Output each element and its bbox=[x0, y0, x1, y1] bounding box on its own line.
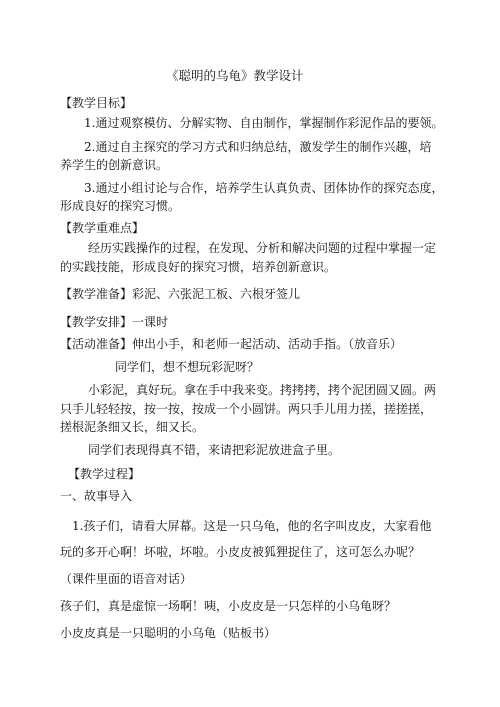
objective-3-line-1: 3.通过小组讨论与合作，培养学生认真负责、团体协作的探究态度， bbox=[84, 181, 444, 195]
activity-rhyme-line-2: 只手儿轻轻按，按一按，按成一个小圆饼。两只手儿用力搓，搓搓搓， bbox=[60, 402, 433, 416]
story-line-3: 孩子们，真是虚惊一场啊！咦，小皮皮是一只怎样的小乌龟呀？ bbox=[60, 599, 397, 613]
key-points-line-2: 的实践技能，形成良好的探究习惯，培养创新意识。 bbox=[60, 260, 337, 274]
objective-3-line-2: 形成良好的探究习惯。 bbox=[60, 199, 181, 213]
activity-question: 同学们，想不想玩彩泥呀？ bbox=[115, 360, 260, 374]
process-heading: 【教学过程】 bbox=[68, 467, 141, 481]
objective-2-line-1: 2.通过自主探究的学习方式和归纳总结，激发学生的制作兴趣，培 bbox=[84, 140, 432, 154]
activity-rhyme-line-1: 小彩泥，真好玩。拿在手中我来变。拷拷拷，拷个泥团圆又圆。两 bbox=[88, 383, 437, 397]
key-points-heading: 【教学重难点】 bbox=[60, 221, 145, 235]
arrangement-line: 【教学安排】一课时 bbox=[60, 315, 169, 329]
preparation-line: 【教学准备】彩泥、六张泥工板、六根牙签儿 bbox=[60, 287, 301, 301]
objectives-heading: 【教学目标】 bbox=[60, 96, 133, 110]
courseware-note: （课件里面的语音对话） bbox=[60, 572, 193, 586]
doc-title: 《聪明的乌龟》教学设计 bbox=[166, 68, 304, 83]
objective-1: 1.通过观察模仿、分解实物、自由制作，掌握制作彩泥作品的要领。 bbox=[84, 116, 444, 130]
story-line-1: 1.孩子们，请看大屏幕。这是一只乌龟，他的名字叫皮皮，大家看他 bbox=[72, 519, 432, 533]
process-part-1: 一、故事导入 bbox=[60, 489, 133, 503]
activity-closing: 同学们表现得真不错，来请把彩泥放进盒子里。 bbox=[88, 443, 341, 457]
story-line-2: 玩的多开心啊！坏啦，坏啦。小皮皮被狐狸捉住了，这可怎么办呢？ bbox=[60, 545, 421, 559]
story-line-4: 小皮皮真是一只聪明的小乌龟（贴板书） bbox=[60, 626, 277, 640]
objective-2-line-2: 养学生的创新意识。 bbox=[60, 158, 169, 172]
activity-prep-line: 【活动准备】伸出小手，和老师一起活动、活动手指。（放音乐） bbox=[60, 337, 403, 351]
activity-rhyme-line-3: 搓根泥条细又长，细又长。 bbox=[60, 420, 205, 434]
key-points-line-1: 经历实践操作的过程，在发现、分析和解决问题的过程中掌握一定 bbox=[88, 241, 437, 255]
